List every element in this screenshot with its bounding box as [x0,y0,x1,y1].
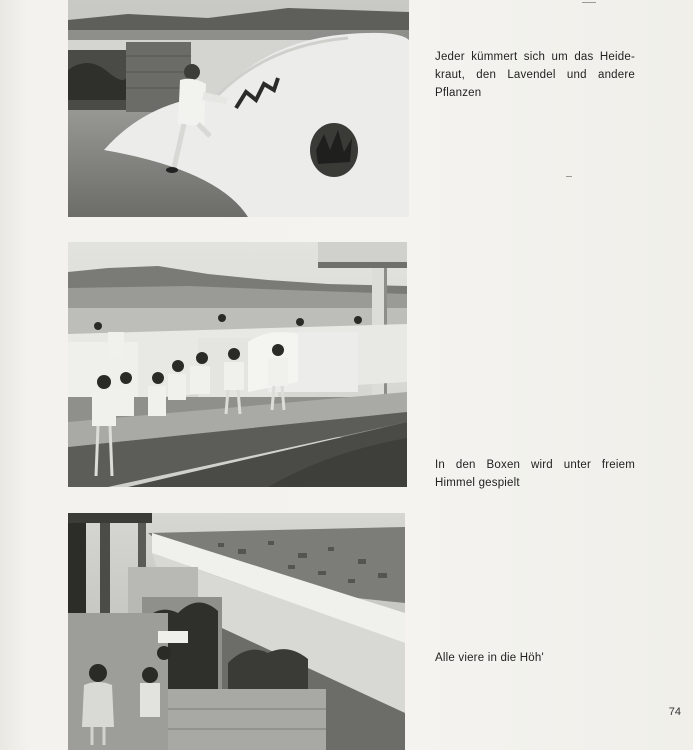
paper-speck [566,176,572,177]
caption-alle-viere: Alle viere in die Höh' [435,652,544,664]
photo-child-watering-plants [68,0,409,217]
photo-children-in-play-boxes [68,242,407,487]
photo-children-climbing [68,513,405,750]
page-number: 74 [668,706,681,718]
paper-speck [582,2,596,3]
caption-heidekraut: Jeder kümmert sich um das Heide-kraut, den Lavendel und andere Pflanzen [435,51,635,99]
caption-boxen: In den Boxen wird unter freiem Himmel gespielt [435,459,635,489]
